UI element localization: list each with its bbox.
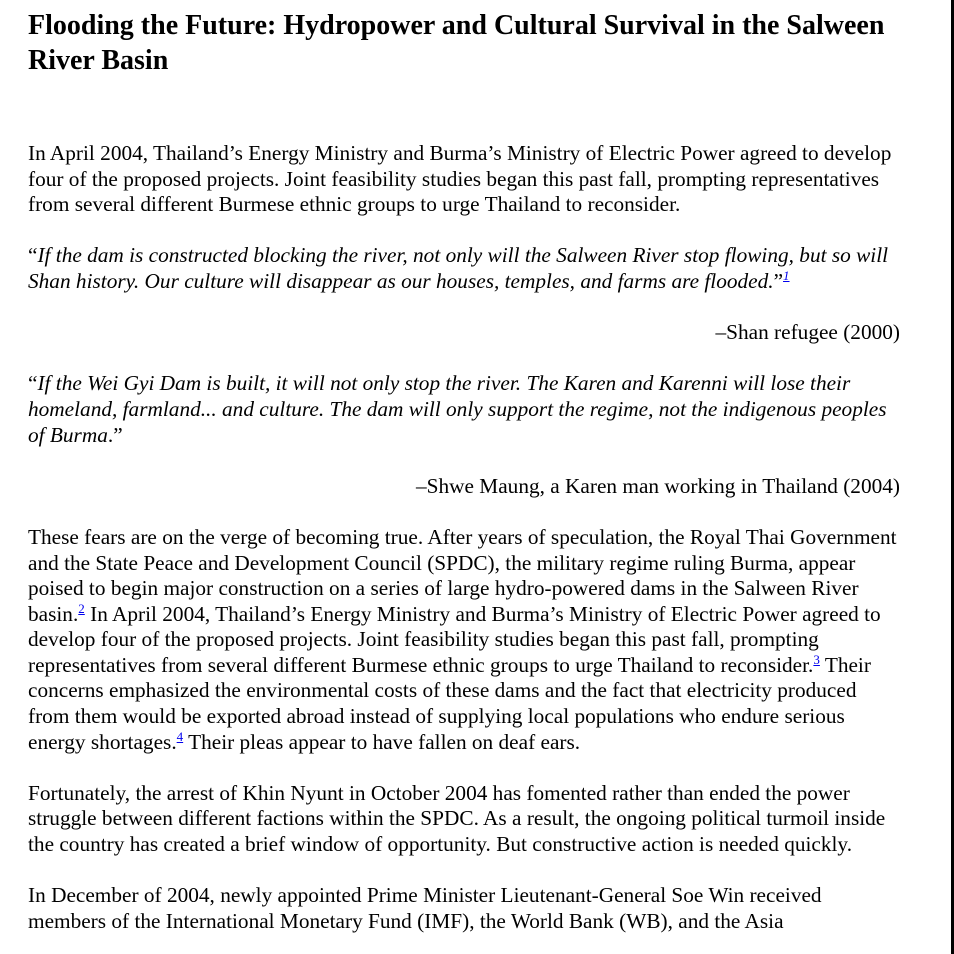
quote-open-mark: “ [28, 243, 38, 268]
body-text: Their pleas appear to have fallen on deaf ears. [183, 729, 581, 754]
body-paragraph-soe-win: In December of 2004, newly appointed Prime Minister Lieutenant-General Soe Win received members of the International Monetary Fund (IMF), the World Bank (WB), and the Asia [28, 883, 822, 933]
footnote-link-4[interactable]: 4 [176, 728, 184, 744]
quote-text: If the dam is constructed blocking the river, not only will the Salween River stop flowing, but so will Shan history. Our culture will disappear as our houses, temples, and farms are flooded. [28, 243, 889, 293]
footnote-link-1[interactable]: 1 [783, 267, 790, 283]
body-text: These fears are on the verge of becoming true. After years of speculation, the Royal Thai Government and the State Peace and Development Council (SPDC), the military regime ruling Burma, appear poised to begin major construction on a series of large hydro-powered dams in the Salween River basin. [28, 524, 897, 626]
quote-shan-refugee [28, 243, 902, 294]
footnote-link-2[interactable]: 2 [78, 600, 85, 616]
body-text: Their concerns emphasized the environmental costs of these dams and the fact that electricity produced from them would be exported abroad instead of supplying local populations who endure serious energy shortages. [28, 652, 871, 754]
quote-close-mark: .” [107, 422, 123, 447]
attribution-shwe-maung: –Shwe Maung, a Karen man working in Thailand (2004) [415, 473, 900, 498]
footnote-link-3[interactable]: 3 [813, 651, 820, 667]
body-paragraph-khin-nyunt: Fortunately, the arrest of Khin Nyunt in October 2004 has fomented rather than ended the power struggle between different factions within the SPDC. As a result, the ongoing political turmoil inside the country has created a brief window of opportunity. But constructive action is needed quickly. [28, 780, 886, 857]
body-paragraph-fears [28, 525, 902, 755]
intro-paragraph: In April 2004, Thailand’s Energy Ministry and Burma’s Ministry of Electric Power agreed to develop four of the proposed projects. Joint feasibility studies began this past fall, prompting representatives from several different Burmese ethnic groups to urge Thailand to reconsider. [28, 141, 892, 217]
footnote-1[interactable] [783, 268, 790, 283]
body-text: In April 2004, Thailand’s Energy Ministry and Burma’s Ministry of Electric Power agreed to develop four of the proposed projects. Joint feasibility studies began this past fall, prompting representatives from several different Burmese ethnic groups to urge Thailand to reconsider. [28, 601, 881, 677]
quote-close-mark: ” [773, 268, 784, 293]
document-title: Flooding the Future: Hydropower and Cultural Survival in the Salween River Basin [28, 10, 885, 76]
document-content [28, 8, 902, 954]
quote-open-mark: “ [28, 371, 38, 396]
quote-shwe-maung [28, 371, 902, 448]
attribution-shan-refugee: –Shan refugee (2000) [715, 320, 900, 345]
quote-text: If the Wei Gyi Dam is built, it will not only stop the river. The Karen and Karenni will lose their homeland, farmland... and culture. The dam will only support the regime, not the indigenous peoples of Burma [28, 371, 887, 447]
